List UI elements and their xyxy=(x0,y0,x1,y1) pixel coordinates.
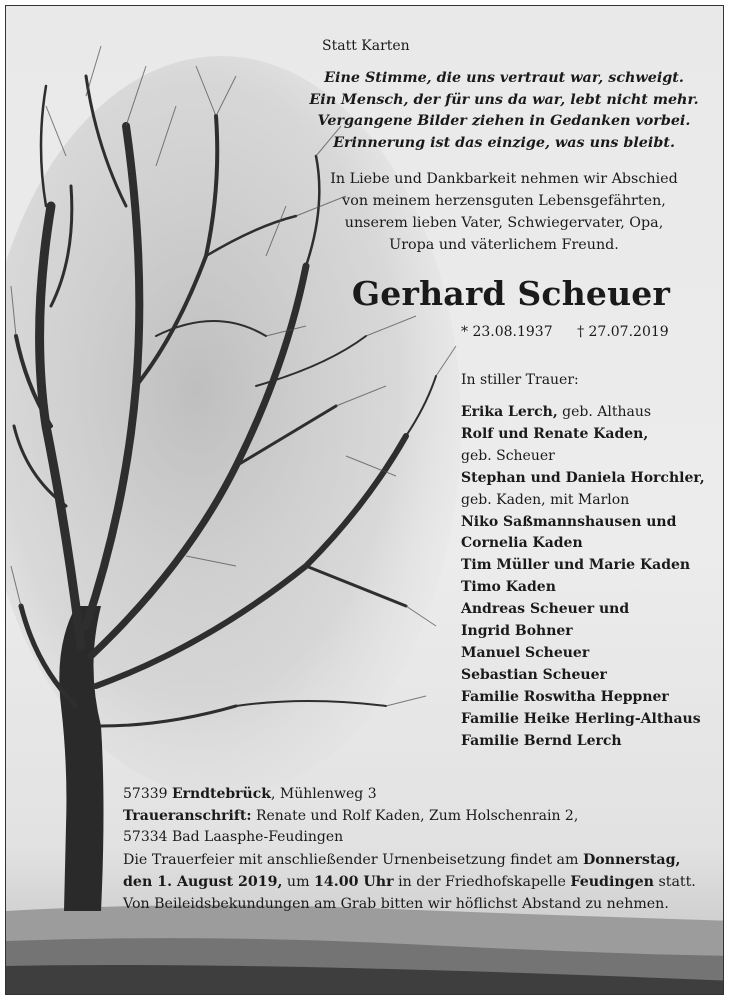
mourner-line: Cornelia Kaden xyxy=(461,535,583,552)
mourner-line: Ingrid Bohner xyxy=(461,623,573,640)
mourner-line: Timo Kaden xyxy=(461,579,556,596)
mourner-line: Stephan und Daniela Horchler, xyxy=(461,469,705,486)
mourner-line: Familie Bernd Lerch xyxy=(461,732,622,749)
poem-line: Vergangene Bilder ziehen in Gedanken vorbei. xyxy=(317,113,691,129)
mourning-address-city: 57334 Bad Laasphe-Feudingen xyxy=(123,829,344,845)
mourning-address-line: Traueranschrift: Renate und Rolf Kaden, Zum Holschenrain 2, xyxy=(123,807,579,824)
funeral-line: Von Beileidsbekundungen am Grab bitten wir höflichst Abstand zu nehmen. xyxy=(123,895,669,912)
funeral-info xyxy=(123,850,696,915)
mourner-line: geb. Kaden, mit Marlon xyxy=(461,491,630,508)
mourner-line: Familie Roswitha Heppner xyxy=(461,688,669,705)
mourner-line: Manuel Scheuer xyxy=(461,644,590,661)
mourner-line: Tim Müller und Marie Kaden xyxy=(461,557,691,574)
mourner-line: geb. Scheuer xyxy=(461,447,555,464)
mourners-list xyxy=(461,402,705,753)
poem-line: Eine Stimme, die uns vertraut war, schweigt. xyxy=(324,70,684,86)
funeral-line: den 1. August 2019, um 14.00 Uhr in der Friedhofskapelle Feudingen statt. xyxy=(123,873,696,890)
poem xyxy=(306,68,702,154)
mourner-line: Familie Heike Herling-Althaus xyxy=(461,710,701,727)
poem-line: Ein Mensch, der für uns da war, lebt nicht mehr. xyxy=(309,91,699,108)
mourner-line: Niko Saßmannshausen und xyxy=(461,513,677,530)
intro-line: Uropa und väterlichem Freund. xyxy=(389,237,619,253)
intro-text xyxy=(306,168,702,256)
residence-line: 57339 Erndtebrück, Mühlenweg 3 xyxy=(123,786,377,802)
mourner-line: Rolf und Renate Kaden, xyxy=(461,425,649,442)
mourner-line: Erika Lerch, geb. Althaus xyxy=(461,404,652,420)
address-block xyxy=(123,784,578,849)
mourning-label: In stiller Trauer: xyxy=(461,372,579,388)
mourner-line: Sebastian Scheuer xyxy=(461,666,607,683)
intro-line: unserem lieben Vater, Schwiegervater, Opa, xyxy=(344,215,664,231)
death-date: † 27.07.2019 xyxy=(577,324,669,340)
intro-line: von meinem herzensguten Lebensgefährten, xyxy=(342,193,666,209)
statt-karten: Statt Karten xyxy=(322,38,410,54)
deceased-name: Gerhard Scheuer xyxy=(351,274,671,313)
birth-date: * 23.08.1937 xyxy=(461,324,553,340)
mourner-line: Andreas Scheuer und xyxy=(461,601,630,618)
poem-line: Erinnerung ist das einzige, was uns bleibt. xyxy=(333,134,675,151)
funeral-line: Die Trauerfeier mit anschließender Urnenbeisetzung findet am Donnerstag, xyxy=(123,852,681,868)
life-dates xyxy=(461,324,689,340)
intro-line: In Liebe und Dankbarkeit nehmen wir Abschied xyxy=(330,171,678,187)
obituary-frame xyxy=(5,5,724,995)
